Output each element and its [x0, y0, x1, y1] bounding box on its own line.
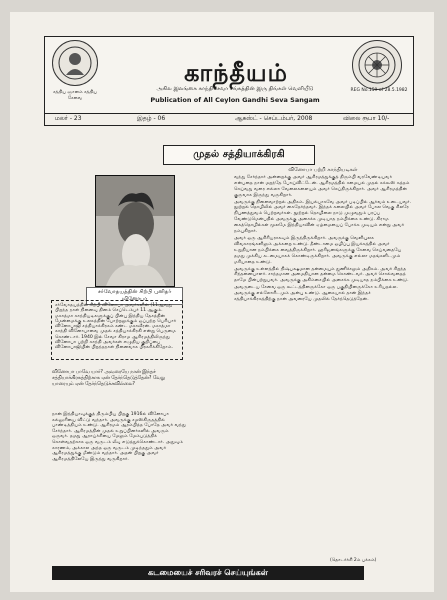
volume-number: மலர் - 23	[55, 115, 82, 122]
right-paragraph: அவருடைய சேவை ஒரு கூட்டத்தினருக்கோ ஒரு பகுதியினருக்கோ உரியதல்ல. அவருக்கு எல்லோரிடமும் அன்பு உண்டு. ஆகையால் தான் இந்தச் சத்தியாக்கிரகத்திற்கு நான் அவரையே முதலில் தேர்ந்தெடுத்தேன்.	[234, 285, 398, 303]
right-paragraph: வந்து சேர்ந்தார் அன்றைக்கு அவர் ஆசிரமத்துக்குத் திரும்பி வரவேண்டியவர் என்பதை நான் மறந்தே போய்விட்டேன். ஆசிரமத்தில் சமையல் முதல் கக்கூஸ் சுத்தம் செய்வது வரை எல்லா வேலைகளையும் அவர் செய்திருக்கிறார். அவர் ஆசிரமத்தின் குருவாக இருந்து வருகிறார்.	[234, 174, 410, 198]
registration-number: REG No.159 of 28.5.1982	[350, 88, 408, 93]
issue-number: இதழ் - 06	[137, 115, 166, 122]
footer-motto: கடமையைச் சரிவரச் செய்யுங்கள்	[52, 566, 364, 580]
right-paragraph: அவருக்கு நினைவாற்றல் அதிகம். இயல்பாகவே அவர் படிப்பில் ஆர்வம் உடையவர். நூற்றல் தொழிலில் அவர் கைதேர்ந்தவர். இந்தக் கலையில் அவர் போல வெகு சிலரே நிபுணத்துவம் பெற்றவர்கள். நூற்றல் தொழிலை நாடு முழுவதும் பரப்ப வேண்டுமென்பதில் அவருக்கு அசைக்க முடியாத நம்பிக்கை உண்டு. கிராம கைத்தொழில்கள் மூலமே இந்தியாவின் ஏழ்மையைப் போக்க முடியும் என்று அவர் நம்புகிறார்.	[234, 199, 412, 235]
right-column	[234, 168, 412, 304]
right-paragraph: அவர் ஒரு ஆசிரியராகவும் இருந்திருக்கிறார். அவருக்கு வெளியுலக விவகாரங்களிலும் அக்கறை உண்டு. தீண்டாமை ஒழிப்பு இயக்கத்தில் அவர் உறுதியான நம்பிக்கை வைத்திருக்கிறார். ஹரிஜனங்களுக்கு சேவை செய்வதையே தமது முக்கிய கடமையாகக் கொண்டிருக்கிறார். அவருக்கு எல்லா மதங்களிடமும் மரியாதை உண்டு.	[234, 235, 402, 265]
question-paragraph: வினோபா பாவே யார்? அவரையே நான் இந்தச் சத்தியாக்கிரகத்திற்காக ஏன் தேர்ந்தெடுத்தேன்? வேறு யாரையும் ஏன் தேர்ந்தெடுக்கவில்லை?	[52, 370, 165, 387]
article-title: முதல் சத்தியாக்கிரகி	[163, 145, 315, 165]
photo-caption: சர்வோதயத்தின் சிற்பி புனிதர் வினோபா	[86, 287, 183, 305]
right-paragraph: அவருக்கு உள்ளத்தில் நிஷ்பக்ஷமான தன்மையும் துணிச்சலும் அதிகம். அவர் சிறந்த சிந்தனையாளர். சாந்தமான அமைதியான தன்மை கொண்டவர். அவர் சொல்வதைத் தாமே பின்பற்றுபவர். அவருக்கு அகிம்சையில் அசைக்க முடியாத நம்பிக்கை உண்டு.	[234, 266, 409, 284]
issue-date: ஆகஸ்ட் - செப்டம்பர், 2008	[235, 115, 313, 122]
intro-box: சர்வோதயத்தின் சிற்பி வினோபா அவர்களின் (11ஆவது பிறந்த நாள் நினைவு தினம் செப்டெம்பர் 11 ஆகும். மகாத்மா காந்தியடிகளுக்குப் பின்பு இந்திய தேசத்தின் மேன்மைக்கு உலகத்தின் போற்றலுக்கும் ஒப்பற்ற பெரியார் வினோபாஜி சத்தியாக்கிரகம் கண்ட மகாவீரன். மகாத்மா காந்தி வினோபாவை முதல் சத்தியாக்கிரகி என்று பெருமை கொண்டார். 1940 இல் சேவா கிராம ஆசிரமத்திலிருந்து வினோபா பற்றி காந்தி அவர்கள் எழுதிய குறிப்பை வினோபாஜியின் பிறந்தநாள் நினைவாக பிரசுரிக்கிறோம்.	[51, 300, 183, 360]
sangam-seal-logo	[352, 40, 402, 90]
publication-title: காந்தீயம்	[184, 58, 288, 87]
gandhi-emblem-logo	[52, 40, 98, 86]
right-column-heading: வினோபா பற்றி காந்தியடிகள்	[288, 167, 358, 173]
issue-info-bar	[44, 113, 414, 126]
logo-left-caption: சத்திய ஞானம் சத்திய சேவை	[53, 90, 97, 101]
price: விலை ரூபா 10/-	[343, 115, 390, 122]
left-column-paragraph: நான் இந்தியாவுக்குத் திரும்பிய பிறகு 1916ல் வினோபா கல்லூரியை விட்டு வந்தார். அவருக்கு சமஸ்கிருதத்தில் பாண்டித்தியம் உண்டு. ஆசிரமம் ஆரம்பித்த போதே அவர் வந்து சேர்ந்தார். ஆசிரமத்தின் முதல் உறுப்பினர்களில் அவரும் ஒருவர். தமது ஆராய்ச்சியை மேலும் மேம்படுத்திக் கொள்வதற்காக ஒரு வருடம் லீவு எடுத்துக்கொண்டார். அதுவும் காரணம், அக்கால அந்த ஒரு வருடம் முடிந்ததும் அவர் ஆசிரமத்துக்கு மீண்டும் வந்தார். அதன் பிறகு அவர் ஆசிரமத்திலேயே இருந்து வருகிறார்.	[52, 412, 186, 462]
vinoba-portrait-photo	[95, 175, 175, 287]
subtitle-tamil: அகில இலங்கை காந்திசேவா சங்கத்தின் இரு திங்கள் வெளியீடு	[156, 86, 314, 92]
subtitle-english: Publication of All Ceylon Gandhi Seva Sangam	[150, 96, 320, 104]
continued-note: (தொடர்ச்சி 2ம் பக்கம்)	[330, 558, 377, 563]
